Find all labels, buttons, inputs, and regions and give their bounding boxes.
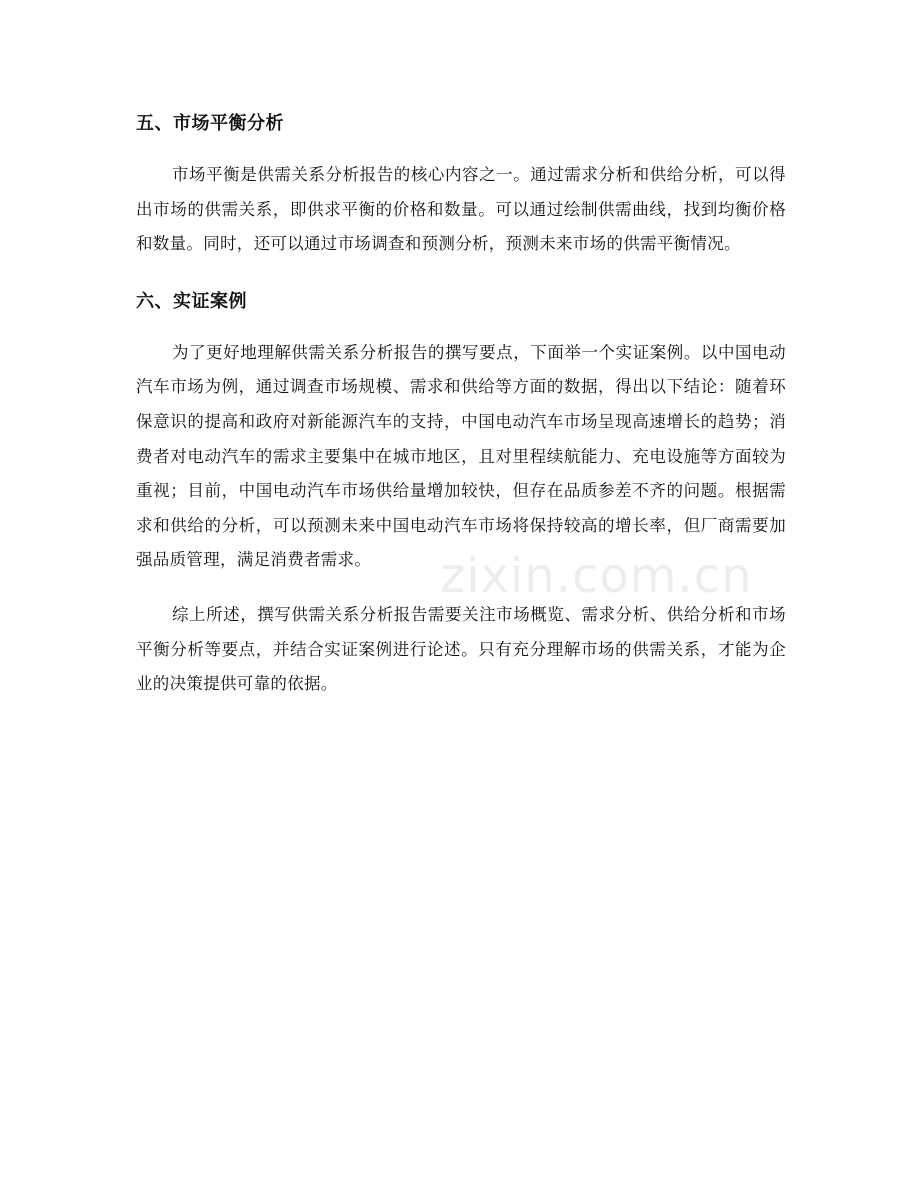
paragraph-market-balance: 市场平衡是供需关系分析报告的核心内容之一。通过需求分析和供给分析，可以得出市场的供需关系，即供求平衡的价格和数量。可以通过绘制供需曲线，找到均衡价格和数量。同时，还可以通过市场调查和预测分析，预测未来市场的供需平衡情况。 <box>136 165 786 254</box>
paragraph-conclusion: 综上所述，撰写供需关系分析报告需要关注市场概览、需求分析、供给分析和市场平衡分析等要点，并结合实证案例进行论述。只有充分理解市场的供需关系，才能为企业的决策提供可靠的依据。 <box>136 604 786 694</box>
document-body <box>136 104 786 702</box>
section-heading-market-balance: 五、市场平衡分析 <box>136 113 284 134</box>
paragraph-case-study: 为了更好地理解供需关系分析报告的撰写要点，下面举一个实证案例。以中国电动汽车市场为例，通过调查市场规模、需求和供给等方面的数据，得出以下结论：随着环保意识的提高和政府对新能源汽车的支持，中国电动汽车市场呈现高速增长的趋势；消费者对电动汽车的需求主要集中在城市地区，且对里程续航能力、充电设施等方面较为重视；目前，中国电动汽车市场供给量增加较快，但存在品质参差不齐的问题。根据需求和供给的分析，可以预测未来中国电动汽车市场将保持较高的增长率，但厂商需要加强品质管理，满足消费者需求。 <box>136 342 786 570</box>
watermark: zixin.com.cn <box>440 548 753 604</box>
section-heading-case-study: 六、实证案例 <box>136 290 247 312</box>
